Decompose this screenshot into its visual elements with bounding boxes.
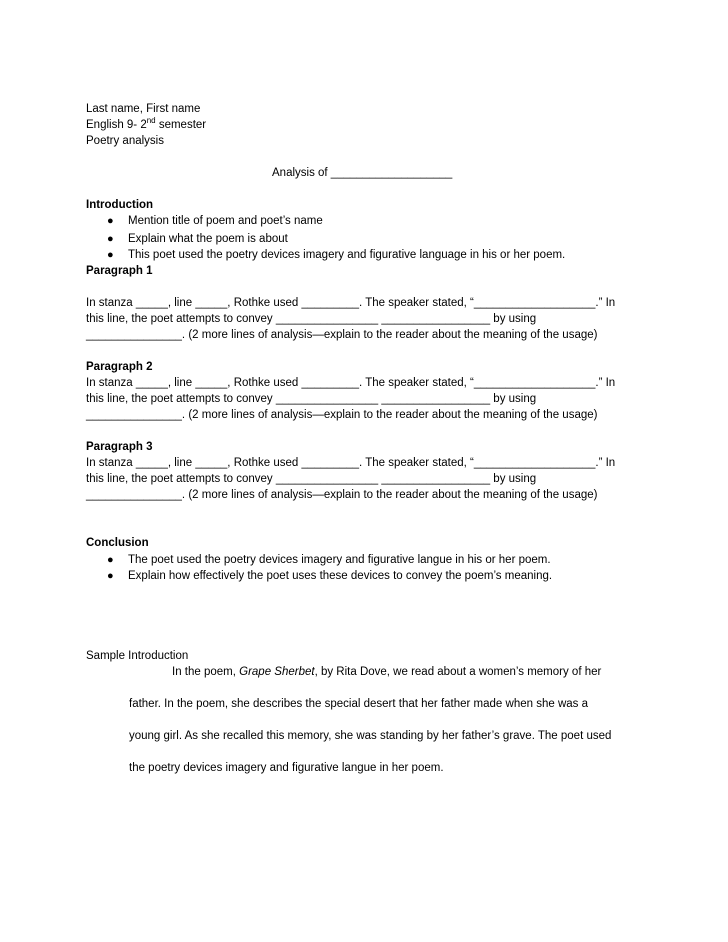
bullet-icon: ●	[107, 570, 114, 582]
paragraph2-heading: Paragraph 2	[86, 361, 153, 373]
paragraph3-line: In stanza _____, line _____, Rothke used _________. The speaker stated, “___________________.” In	[86, 457, 616, 469]
bullet-icon: ●	[107, 215, 114, 227]
bullet-icon: ●	[107, 233, 114, 245]
student-name-line: Last name, First name	[86, 103, 201, 115]
bullet-icon: ●	[107, 249, 114, 261]
paragraph3-line: this line, the poet attempts to convey ________________ _________________ by using	[86, 473, 537, 485]
introduction-bullet	[107, 247, 565, 263]
sample-line	[172, 664, 601, 680]
bullet-icon: ●	[107, 554, 114, 566]
poem-title: Grape Sherbet	[239, 666, 315, 678]
bullet-text: This poet used the poetry devices imagery and figurative language in his or her poem.	[128, 249, 566, 261]
paragraph3-heading: Paragraph 3	[86, 441, 153, 453]
paragraph2-line: _______________. (2 more lines of analysis—explain to the reader about the meaning of the usage)	[86, 409, 598, 421]
paragraph1-heading: Paragraph 1	[86, 265, 153, 277]
paragraph1-line: this line, the poet attempts to convey ________________ _________________ by using	[86, 313, 537, 325]
paragraph1-line: In stanza _____, line _____, Rothke used _________. The speaker stated, “___________________.” In	[86, 297, 616, 309]
sample-heading: Sample Introduction	[86, 650, 189, 662]
conclusion-bullet	[107, 552, 551, 568]
assignment-line: Poetry analysis	[86, 135, 164, 147]
sample-line1-prefix: In the poem,	[172, 666, 240, 678]
paragraph3-line: _______________. (2 more lines of analysis—explain to the reader about the meaning of the usage)	[86, 489, 598, 501]
bullet-text: Mention title of poem and poet’s name	[128, 215, 323, 227]
paragraph2-line: In stanza _____, line _____, Rothke used _________. The speaker stated, “___________________.” In	[86, 377, 616, 389]
class-prefix: English 9- 2	[86, 119, 147, 131]
sample-line: the poetry devices imagery and figurative langue in her poem.	[129, 762, 444, 774]
class-superscript: nd	[146, 116, 156, 126]
introduction-bullet	[107, 213, 323, 229]
sample-line: young girl. As she recalled this memory, she was standing by her father’s grave. The poet used	[129, 730, 612, 742]
conclusion-heading: Conclusion	[86, 537, 149, 549]
bullet-text: Explain how effectively the poet uses these devices to convey the poem’s meaning.	[128, 570, 553, 582]
sample-line: father. In the poem, she describes the special desert that her father made when she was a	[129, 698, 588, 710]
analysis-title: Analysis of ___________________	[272, 167, 453, 179]
introduction-bullet	[107, 231, 288, 247]
conclusion-bullet	[107, 568, 552, 584]
bullet-text: The poet used the poetry devices imagery and figurative langue in his or her poem.	[128, 554, 551, 566]
paragraph2-line: this line, the poet attempts to convey ________________ _________________ by using	[86, 393, 537, 405]
class-line	[86, 117, 206, 133]
paragraph1-line: _______________. (2 more lines of analysis—explain to the reader about the meaning of the usage)	[86, 329, 598, 341]
class-suffix: semester	[155, 119, 207, 131]
sample-line1-suffix: , by Rita Dove, we read about a women’s memory of her	[314, 666, 602, 678]
bullet-text: Explain what the poem is about	[128, 233, 288, 245]
introduction-heading: Introduction	[86, 199, 154, 211]
